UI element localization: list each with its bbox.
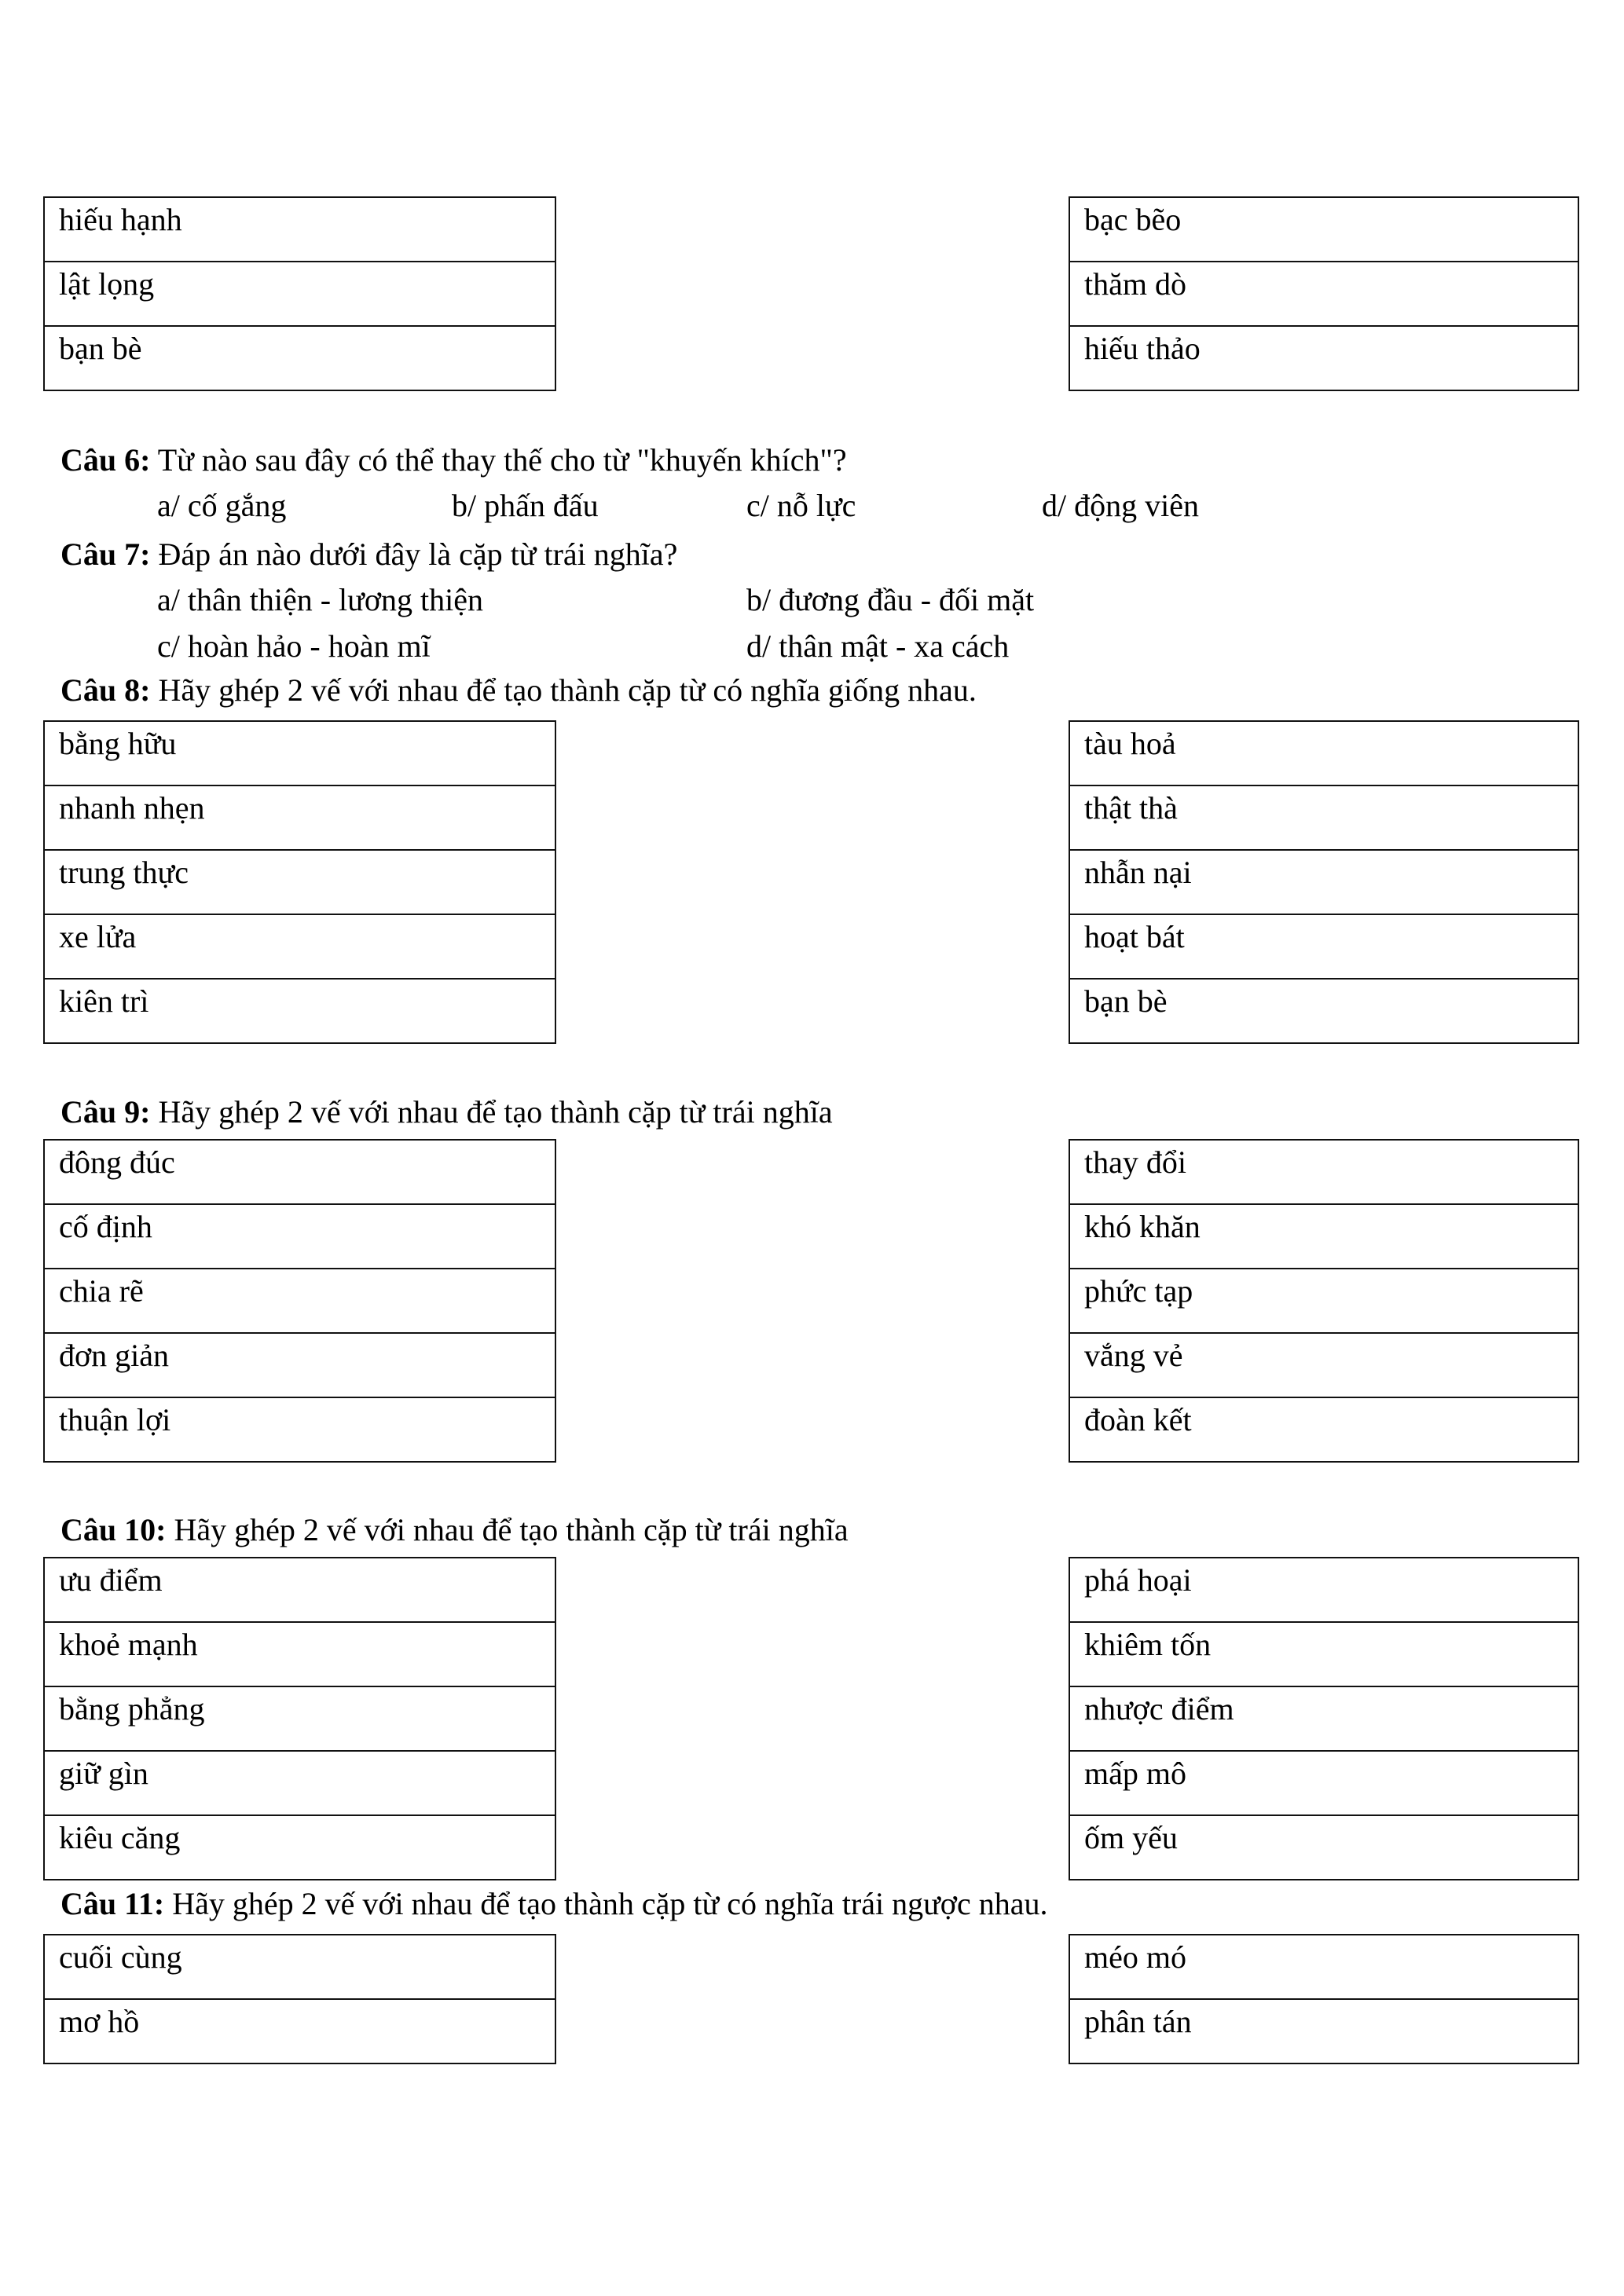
table-cell: thật thà	[1069, 785, 1578, 850]
q8-label: Câu 8:	[60, 672, 151, 708]
table-cell: vắng vẻ	[1069, 1333, 1578, 1397]
table-cell: khiêm tốn	[1069, 1622, 1578, 1686]
table-cell: kiên trì	[44, 979, 555, 1043]
q7-text: Đáp án nào dưới đây là cặp từ trái nghĩa?	[150, 536, 678, 572]
q11-text: Hãy ghép 2 vế với nhau để tạo thành cặp từ có nghĩa trái ngược nhau.	[164, 1886, 1048, 1921]
q7-prompt	[60, 536, 677, 573]
table-cell: thuận lợi	[44, 1397, 555, 1462]
q7-label: Câu 7:	[60, 536, 151, 572]
q7-option-c: c/ hoàn hảo - hoàn mĩ	[157, 628, 431, 664]
table-cell: phân tán	[1069, 1999, 1578, 2063]
q6-prompt	[60, 442, 847, 478]
table-cell: khoẻ mạnh	[44, 1622, 555, 1686]
q6-option-b: b/ phấn đấu	[452, 488, 599, 523]
q8-prompt	[60, 672, 977, 709]
table-cell: nhanh nhẹn	[44, 785, 555, 850]
q11-label: Câu 11:	[60, 1886, 165, 1921]
q11-prompt	[60, 1886, 1047, 1922]
table-cell: thay đổi	[1069, 1140, 1578, 1204]
table-cell: bạn bè	[1069, 979, 1578, 1043]
table-cell: giữ gìn	[44, 1751, 555, 1815]
table-cell: nhược điểm	[1069, 1686, 1578, 1751]
table-cell: xe lửa	[44, 914, 555, 979]
table-cell: cố định	[44, 1204, 555, 1269]
q9-text: Hãy ghép 2 vế với nhau để tạo thành cặp từ trái nghĩa	[150, 1094, 833, 1130]
table-cell: méo mó	[1069, 1935, 1578, 1999]
q9-left-table	[43, 1139, 556, 1463]
table-cell: đoàn kết	[1069, 1397, 1578, 1462]
q11-right-table	[1069, 1934, 1579, 2064]
table-cell: đông đúc	[44, 1140, 555, 1204]
table-cell: bạc bẽo	[1069, 197, 1578, 262]
table-cell: bạn bè	[44, 326, 555, 390]
table-cell: hiếu thảo	[1069, 326, 1578, 390]
q7-option-b: b/ đương đầu - đối mặt	[746, 582, 1035, 617]
table-cell: lật lọng	[44, 262, 555, 326]
table-cell: thăm dò	[1069, 262, 1578, 326]
q7-option-a: a/ thân thiện - lương thiện	[157, 582, 483, 617]
q6-option-a: a/ cố gắng	[157, 488, 287, 523]
table-cell: chia rẽ	[44, 1269, 555, 1333]
q10-label: Câu 10:	[60, 1512, 167, 1547]
table-cell: ưu điểm	[44, 1558, 555, 1622]
q10-right-table	[1069, 1557, 1579, 1880]
q6-label: Câu 6:	[60, 442, 151, 478]
table-cell: khó khăn	[1069, 1204, 1578, 1269]
table-cell: hiếu hạnh	[44, 197, 555, 262]
table-cell: mấp mô	[1069, 1751, 1578, 1815]
table-cell: nhẫn nại	[1069, 850, 1578, 914]
table-cell: hoạt bát	[1069, 914, 1578, 979]
q9-right-table	[1069, 1139, 1579, 1463]
q10-left-table	[43, 1557, 556, 1880]
q11-left-table	[43, 1934, 556, 2064]
table-cell: ốm yếu	[1069, 1815, 1578, 1880]
table-cell: tàu hoả	[1069, 721, 1578, 785]
q5-right-table	[1069, 196, 1579, 391]
q8-right-table	[1069, 720, 1579, 1044]
q8-left-table	[43, 720, 556, 1044]
table-cell: phức tạp	[1069, 1269, 1578, 1333]
table-cell: đơn giản	[44, 1333, 555, 1397]
table-cell: cuối cùng	[44, 1935, 555, 1999]
q6-option-c: c/ nỗ lực	[746, 488, 856, 523]
table-cell: phá hoại	[1069, 1558, 1578, 1622]
q10-text: Hãy ghép 2 vế với nhau để tạo thành cặp từ trái nghĩa	[166, 1512, 849, 1547]
table-cell: bằng phẳng	[44, 1686, 555, 1751]
q8-text: Hãy ghép 2 vế với nhau để tạo thành cặp từ có nghĩa giống nhau.	[150, 672, 977, 708]
q9-prompt	[60, 1094, 833, 1130]
q7-option-d: d/ thân mật - xa cách	[746, 628, 1010, 664]
table-cell: trung thực	[44, 850, 555, 914]
q10-prompt	[60, 1512, 849, 1548]
table-cell: kiêu căng	[44, 1815, 555, 1880]
q6-text: Từ nào sau đây có thể thay thế cho từ "khuyến khích"?	[150, 442, 847, 478]
q5-left-table	[43, 196, 556, 391]
table-cell: bằng hữu	[44, 721, 555, 785]
q9-label: Câu 9:	[60, 1094, 151, 1130]
q6-option-d: d/ động viên	[1042, 488, 1199, 523]
table-cell: mơ hồ	[44, 1999, 555, 2063]
